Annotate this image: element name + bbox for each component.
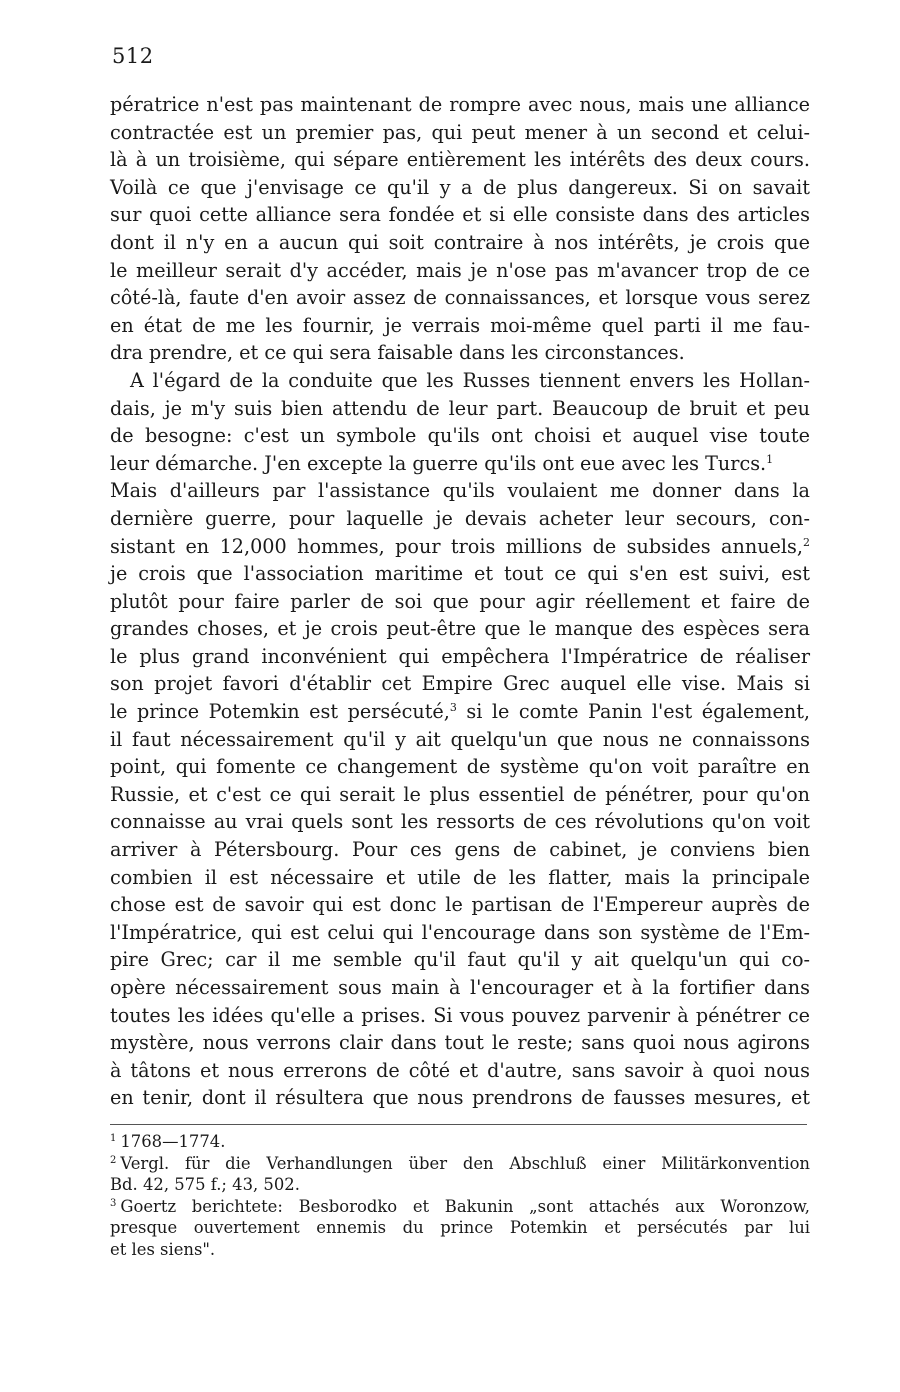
text-line: dont il n'y en a aucun qui soit contraire à nos intérêts, je crois que — [110, 230, 810, 254]
text-line — [110, 698, 810, 726]
text-line: pire Grec; car il me semble qu'il faut qu'il y ait quelqu'un qui co- — [110, 948, 810, 972]
text-line: dernière guerre, pour laquelle je devais acheter leur secours, con- — [110, 506, 810, 530]
footnote-number: 1 — [110, 1133, 117, 1144]
text-line: Russie, et c'est ce qui serait le plus essentiel de pénétrer, pour qu'on — [110, 782, 810, 806]
text-line: connaisse au vrai quels sont les ressorts de ces révolutions qu'on voit — [110, 810, 810, 834]
footnote-line: Bd. 42, 575 f.; 43, 502. — [110, 1175, 300, 1194]
text-line: il faut nécessairement qu'il y ait quelqu'un que nous ne connaissons — [110, 727, 810, 751]
text-line — [110, 533, 810, 561]
footnote-text: Goertz berichtete: Besborodko et Bakunin „sont attachés aux Woronzow, — [120, 1196, 810, 1216]
text-segment: leur démarche. J'en excepte la guerre qu'ils ont eue avec les Turcs. — [110, 451, 767, 475]
text-line: contractée est un premier pas, qui peut mener à un second et celui- — [110, 120, 810, 144]
text-line: arriver à Pétersbourg. Pour ces gens de cabinet, je conviens bien — [110, 838, 810, 862]
text-line: opère nécessairement sous main à l'encourager et à la fortifier dans — [110, 976, 810, 999]
text-line: de besogne: c'est un symbole qu'ils ont choisi et auquel vise toute — [110, 424, 810, 448]
footnote-line: presque ouvertement ennemis du prince Potemkin et persécutés par lui — [110, 1218, 810, 1237]
text-line: dra prendre, et ce qui sera faisable dans les circonstances. — [110, 341, 685, 365]
text-line: le plus grand inconvénient qui empêchera l'Impératrice de réaliser — [110, 644, 810, 668]
text-line: Voilà ce que j'envisage ce qu'il y a de plus dangereux. Si on savait — [110, 175, 810, 199]
body-text — [110, 91, 810, 1112]
footnote-ref-1: 1 — [766, 452, 774, 466]
text-line: toutes les idées qu'elle a prises. Si vous pouvez parvenir à pénétrer ce — [110, 1003, 810, 1027]
footnote-ref-2: 2 — [803, 535, 810, 549]
footnote-divider — [110, 1124, 807, 1125]
footnote-text: Vergl. für die Verhandlungen über den Abschluß einer Militärkonvention — [120, 1153, 810, 1173]
text-line: mystère, nous verrons clair dans tout le reste; sans quoi nous agirons — [110, 1031, 810, 1055]
text-line: pératrice n'est pas maintenant de rompre avec nous, mais une alliance — [110, 93, 810, 116]
text-line: chose est de savoir qui est donc le partisan de l'Empereur auprès de — [110, 893, 810, 917]
text-line: grandes choses, et je crois peut-être que le manque des espèces sera — [110, 617, 810, 641]
footnote-line — [110, 1131, 810, 1153]
text-segment: si le comte Panin l'est également, — [466, 700, 811, 724]
footnote-line — [110, 1196, 810, 1218]
text-line: sur quoi cette alliance sera fondée et si elle consiste dans des articles — [110, 203, 810, 227]
footnote-text: 1768—1774. — [120, 1132, 226, 1151]
text-line: je crois que l'association maritime et tout ce qui s'en est suivi, est — [110, 562, 810, 586]
text-segment: le prince Potemkin est persécuté, — [110, 700, 450, 724]
text-line: son projet favori d'établir cet Empire Grec auquel elle vise. Mais si — [110, 672, 810, 696]
text-line: côté-là, faute d'en avoir assez de connaissances, et lorsque vous serez — [110, 286, 810, 310]
text-line: Mais d'ailleurs par l'assistance qu'ils voulaient me donner dans la — [110, 479, 810, 503]
text-line: combien il est nécessaire et utile de les flatter, mais la principale — [110, 865, 810, 889]
text-line: l'Impératrice, qui est celui qui l'encourage dans son système de l'Em- — [110, 920, 810, 944]
footnote-ref-3: 3 — [449, 701, 457, 715]
text-line — [110, 450, 810, 478]
page-number: 512 — [112, 44, 154, 68]
text-segment: sistant en 12,000 hommes, pour trois millions de subsides annuels, — [110, 534, 803, 558]
text-line: à tâtons et nous errerons de côté et d'autre, sans savoir à quoi nous — [110, 1058, 810, 1082]
text-line: plutôt pour faire parler de soi que pour agir réellement et faire de — [110, 589, 810, 613]
text-line: là à un troisième, qui sépare entièrement les intérêts des deux cours. — [110, 148, 810, 172]
text-line: en état de me les fournir, je verrais moi-même quel parti il me fau- — [110, 313, 810, 337]
footnote-line — [110, 1153, 810, 1175]
footnotes — [110, 1131, 810, 1260]
text-line: point, qui fomente ce changement de système qu'on voit paraître en — [110, 755, 810, 779]
text-line: dais, je m'y suis bien attendu de leur part. Beaucoup de bruit et peu — [110, 396, 810, 420]
footnote-number: 3 — [110, 1197, 117, 1209]
text-line: en tenir, dont il résultera que nous prendrons de fausses mesures, et — [110, 1086, 810, 1110]
text-line: A l'égard de la conduite que les Russes tiennent envers les Hollan- — [130, 368, 810, 392]
footnote-number: 2 — [110, 1154, 117, 1166]
footnote-line: et les siens". — [110, 1239, 216, 1259]
text-line: le meilleur serait d'y accéder, mais je n'ose pas m'avancer trop de ce — [110, 258, 810, 282]
